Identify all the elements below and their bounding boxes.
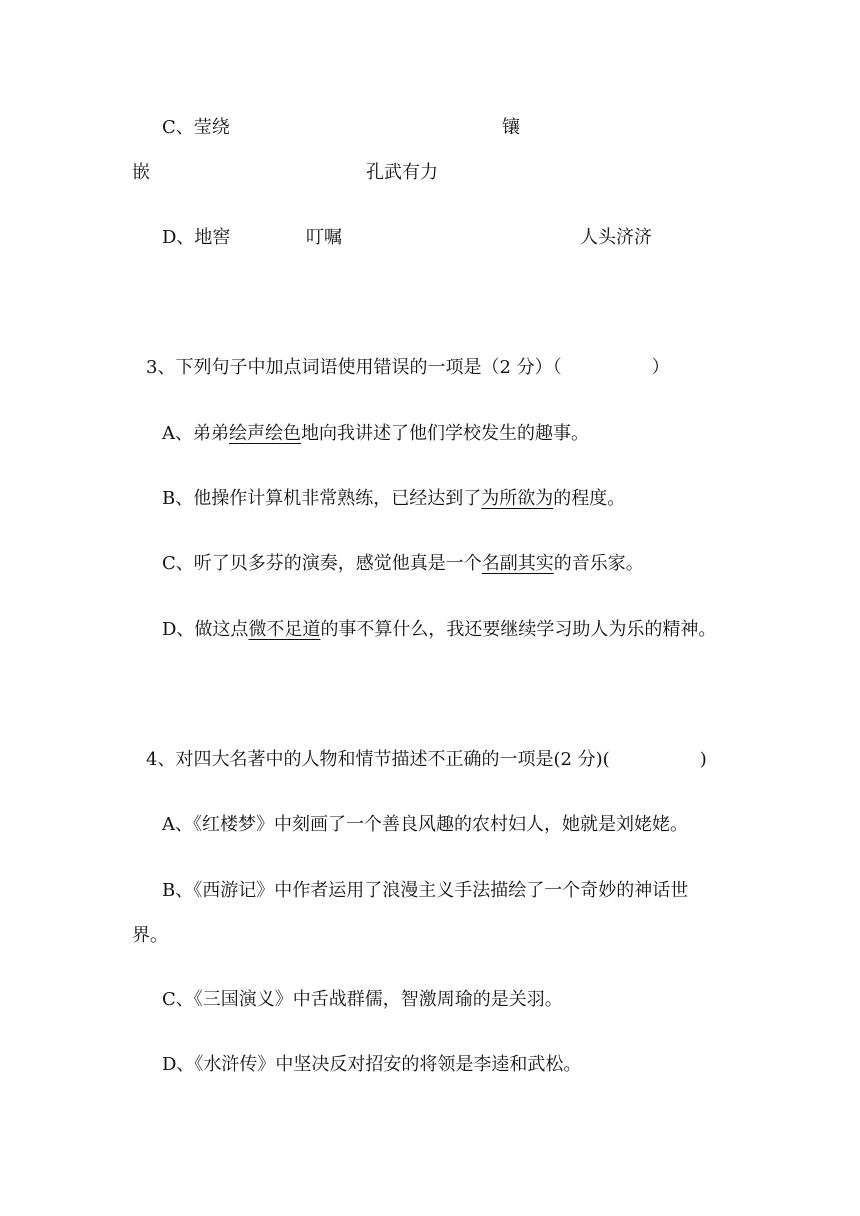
q3-a-post: 地向我讲述了他们学校发生的趣事。	[301, 423, 589, 444]
q3-option-b	[162, 488, 625, 510]
q3-option-d	[162, 619, 716, 641]
q2-option-c-word2-wrap: 嵌	[132, 162, 150, 183]
q3-c-post: 的音乐家。	[553, 553, 644, 574]
q3-c-underlined-term: 名副其实	[481, 553, 554, 574]
q3-option-c	[162, 553, 644, 575]
q2-option-c-word2: 镶	[502, 117, 520, 138]
q2-option-d-label: D、地窖	[162, 227, 231, 248]
q4-option-d: D、《水浒传》中坚决反对招安的将领是李逵和武松。	[162, 1054, 582, 1075]
q3-a-underlined-term: 绘声绘色	[229, 423, 301, 444]
q2-option-c-label: C、莹绕	[162, 117, 230, 138]
q3-a-pre: A、弟弟	[162, 423, 229, 444]
q3-stem: 3、下列句子中加点词语使用错误的一项是（2 分）（ ）	[146, 357, 670, 378]
q4-option-a: A、《红楼梦》中刻画了一个善良风趣的农村妇人，她就是刘姥姥。	[162, 814, 688, 835]
q3-b-post: 的程度。	[553, 488, 626, 509]
q2-option-c-word3: 孔武有力	[366, 162, 438, 183]
q2-option-d-word3: 人头济济	[580, 227, 652, 248]
q4-option-c: C、《三国演义》中舌战群儒，智激周瑜的是关羽。	[162, 989, 563, 1010]
q3-d-post: 的事不算什么，我还要继续学习助人为乐的精神。	[320, 619, 717, 640]
q3-option-a	[162, 423, 589, 445]
q3-b-pre: B、他操作计算机非常熟练，已经达到了	[162, 488, 482, 509]
q3-d-pre: D、做这点	[162, 619, 249, 640]
q3-c-pre: C、听了贝多芬的演奏，感觉他真是一个	[162, 553, 482, 574]
q3-d-underlined-term: 微不足道	[248, 619, 321, 640]
q4-stem: 4、对四大名著中的人物和情节描述不正确的一项是(2 分)( )	[146, 749, 707, 770]
q3-b-underlined-term: 为所欲为	[481, 488, 554, 509]
q4-option-b-line1: B、《西游记》中作者运用了浪漫主义手法描绘了一个奇妙的神话世	[162, 880, 689, 901]
q2-option-d-word2: 叮嘱	[306, 227, 342, 248]
q4-option-b-line2: 界。	[132, 925, 168, 946]
